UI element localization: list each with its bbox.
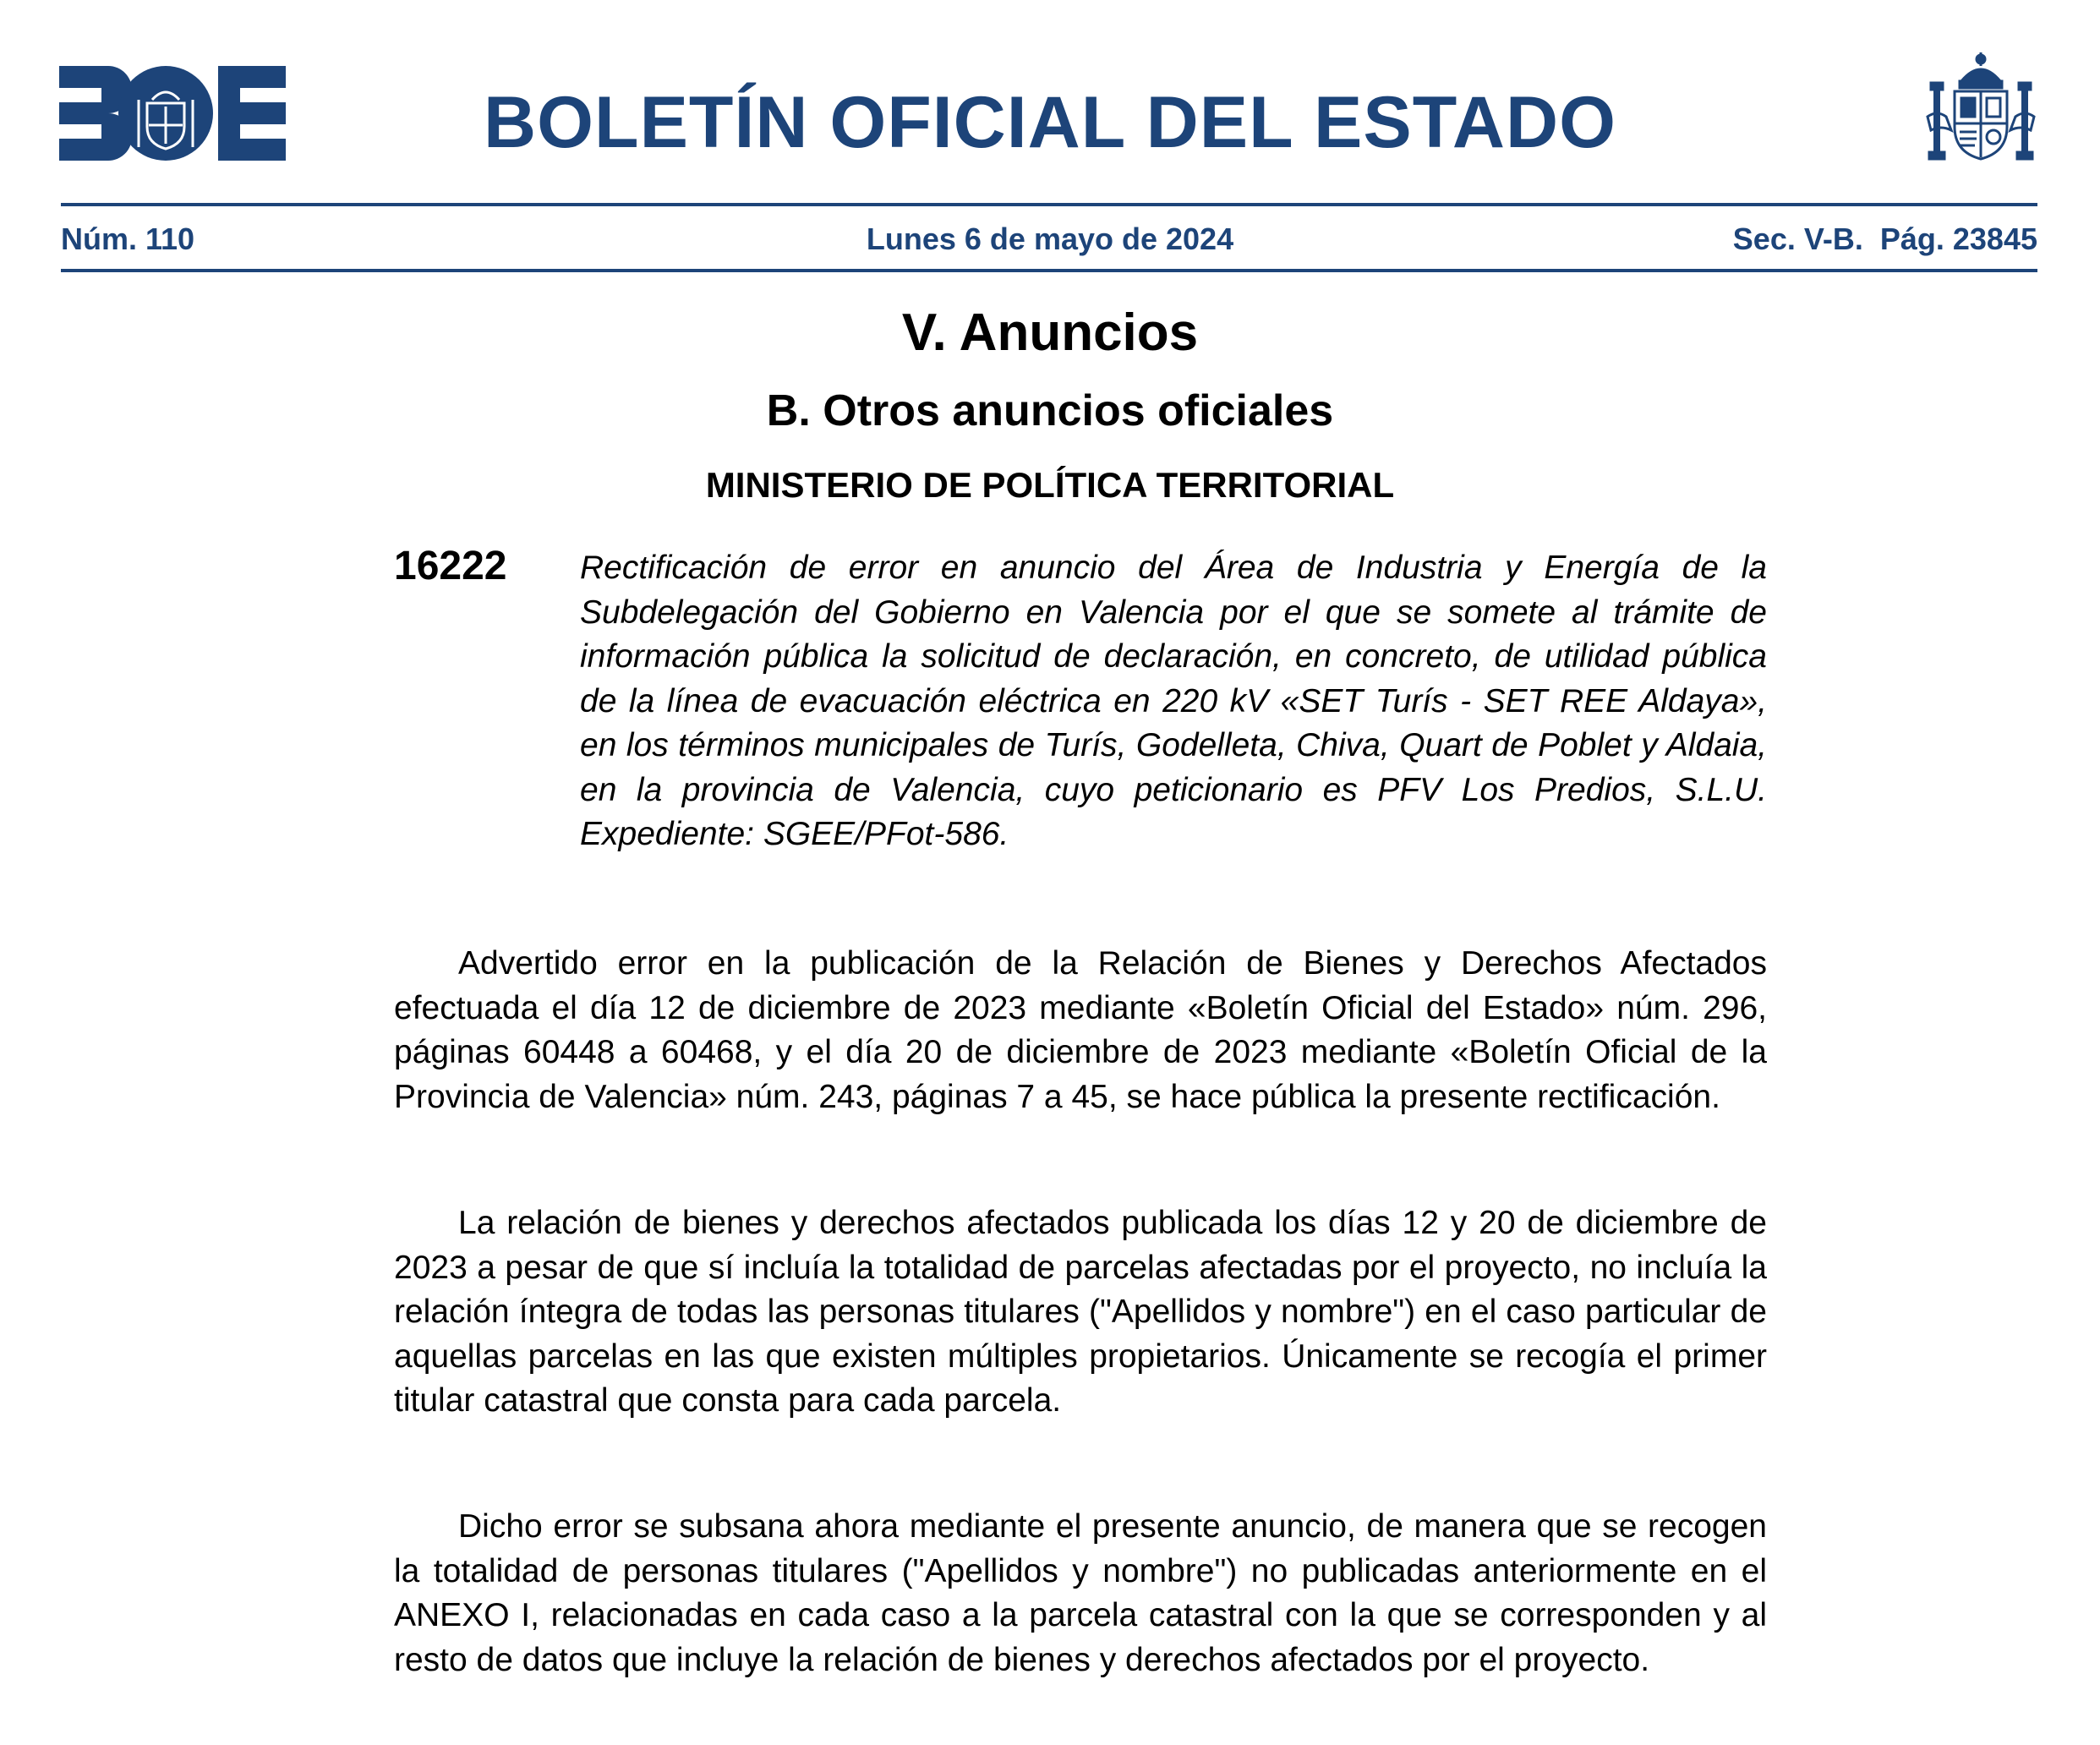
section-title: V. Anuncios — [901, 304, 1199, 362]
coat-of-arms-icon — [1926, 49, 2036, 164]
body-paragraph: La relación de bienes y derechos afectados publicada los días 12 y 20 de diciembre de 2023 a pesar de que sí incluía la totalidad de parcelas afectadas por el proyecto, no incluía la relación íntegra de todas las personas titulares ("Apellidos y nombre") en el caso particular de aquellas parcelas en las que existen múltiples propietarios. Únicamente se recogía el primer titular catastral que consta para cada parcela. — [394, 1205, 1767, 1419]
ministry-title: MINISTERIO DE POLÍTICA TERRITORIAL — [705, 465, 1395, 505]
header-rule-top — [61, 203, 2037, 206]
announcement-title: Rectificación de error en anuncio del Área de Industria y Energía de la Subdelegación del Gobierno en Valencia por el que se somete al trámite de información pública la solicitud de declaración, en concreto, de utilidad pública de la línea de evacuación eléctrica en 220 kV «SET Turís - SET REE Aldaya», en los términos municipales de Turís, Godelleta, Chiva, Quart de Poblet y Aldaia, en la provincia de Valencia, cuyo peticionario es PFV Los Predios, S.L.U. Expediente: SGEE/PFot-586. — [580, 550, 1767, 852]
body-paragraph: Advertido error en la publicación de la Relación de Bienes y Derechos Afectados efectuada el día 12 de diciembre de 2023 mediante «Boletín Oficial del Estado» núm. 296, páginas 60448 a 60468, y el día 20 de diciembre de 2023 mediante «Boletín Oficial de la Provincia de Valencia» núm. 243, páginas 7 a 45, se hace pública la presente rectificación. — [394, 945, 1767, 1115]
section-page: Sec. V-B. Pág. 23845 — [1732, 222, 2037, 256]
subsection-title: B. Otros anuncios oficiales — [766, 386, 1334, 435]
masthead-title: BOLETÍN OFICIAL DEL ESTADO — [484, 82, 1616, 163]
header-rule-bottom — [61, 269, 2037, 272]
announcement-number: 16222 — [394, 544, 507, 588]
issue-number: Núm. 110 — [61, 222, 195, 256]
body-paragraph: Dicho error se subsana ahora mediante el presente anuncio, de manera que se recogen la totalidad de personas titulares ("Apellidos y nombre") no publicadas anteriormente en el ANEXO I, relacionadas en cada caso a la parcela catastral con la que se corresponden y al resto de datos que incluye la relación de bienes y derechos afectados por el proyecto. — [394, 1508, 1767, 1678]
issue-date: Lunes 6 de mayo de 2024 — [866, 222, 1234, 256]
